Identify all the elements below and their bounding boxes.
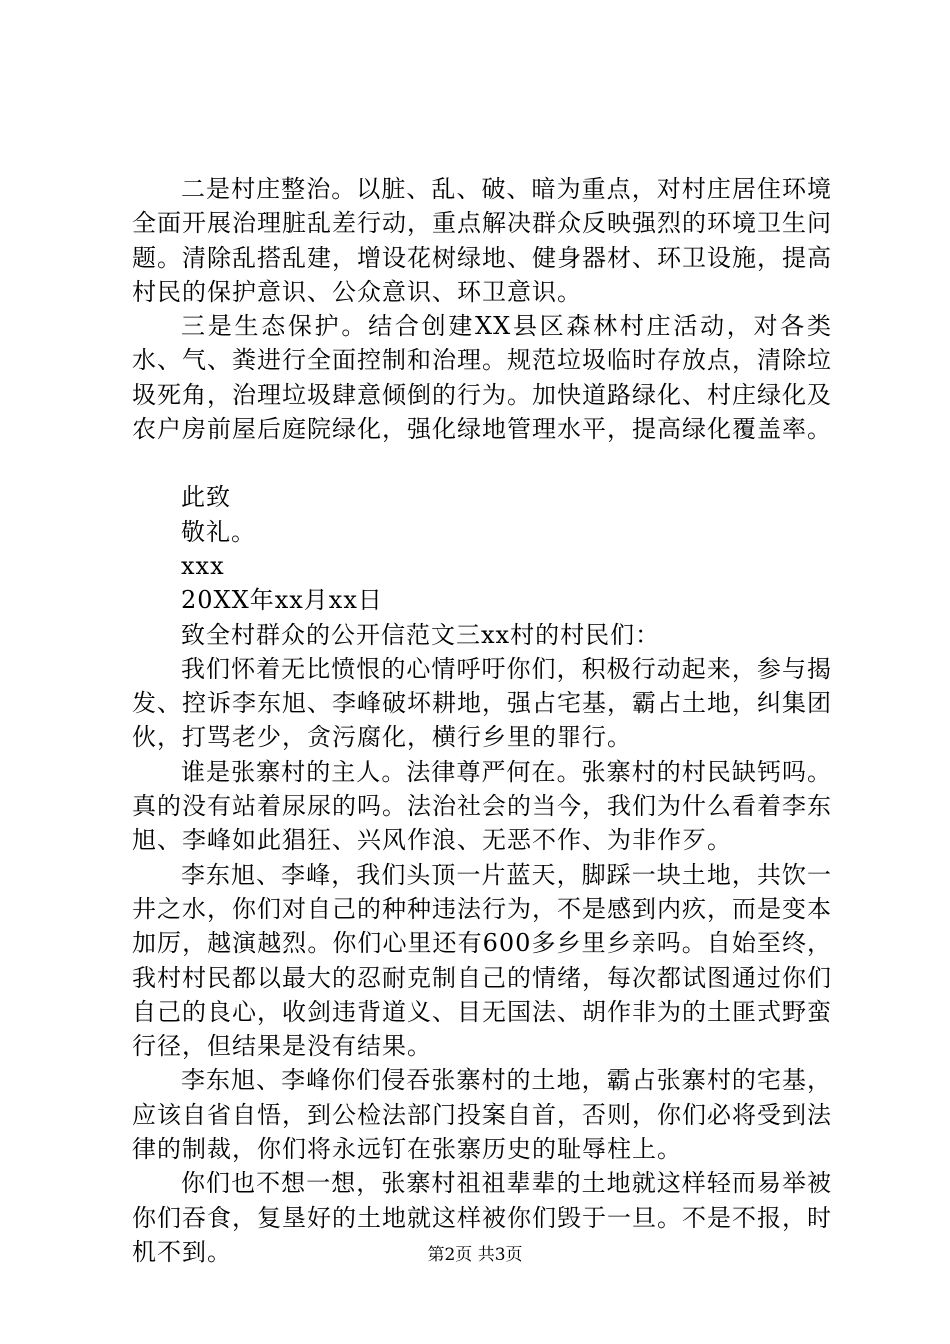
signature: xxx bbox=[181, 551, 225, 580]
letter-heading-three: 致全村群众的公开信范文三xx村的村民们： bbox=[181, 620, 661, 649]
paragraph-address-offenders: 李东旭、李峰，我们头顶一片蓝天，脚踩一块土地，共饮一井之水，你们对自己的种种违法行为，不是感到内疚，而是变本加厉，越演越烈。你们心里还有600多乡里乡亲吗。自始至终，我村村民都以最大的忍耐克制自己的情绪，每次都试图通过你们自己的良心，收剑违背道义、目无国法、胡作非为的土匪式野蛮行径，但结果是没有结果。 bbox=[132, 860, 832, 1061]
paragraph-village-rectification: 二是村庄整治。以脏、乱、破、暗为重点，对村庄居住环境全面开展治理脏乱差行动，重点解决群众反映强烈的环境卫生问题。清除乱搭乱建，增设花树绿地、健身器材、环卫设施，提高村民的保护意识、公众意识、环卫意识。 bbox=[132, 175, 832, 306]
closing-salute: 敬礼。 bbox=[181, 517, 256, 546]
paragraph-turn-yourselves-in: 李东旭、李峰你们侵吞张寨村的土地，霸占张寨村的宅基，应该自省自悟，到公检法部门投案自首，否则，你们必将受到法律的制裁，你们将永远钉在张寨历史的耻辱柱上。 bbox=[132, 1066, 832, 1164]
page-footer: 第2页 共3页 bbox=[427, 1245, 523, 1265]
blank-line bbox=[132, 446, 832, 480]
closing-greeting: 此致 bbox=[181, 483, 231, 512]
paragraph-ecological-protection: 三是生态保护。结合创建XX县区森林村庄活动，对各类水、气、粪进行全面控制和治理。规范垃圾临时存放点，清除垃圾死角，治理垃圾肆意倾倒的行为。加快道路绿化、村庄绿化及农户房前屋后庭院绿化，强化绿地管理水平，提高绿化覆盖率。 bbox=[132, 312, 832, 444]
paragraph-who-is-master: 谁是张寨村的主人。法律尊严何在。张寨村的村民缺钙吗。真的没有站着尿尿的吗。法治社会的当今，我们为什么看着李东旭、李峰如此猖狂、兴风作浪、无恶不作、为非作歹。 bbox=[132, 757, 832, 855]
paragraph-appeal: 我们怀着无比愤恨的心情呼吁你们，积极行动起来，参与揭发、控诉李东旭、李峰破坏耕地，强占宅基，霸占土地，纠集团伙，打骂老少，贪污腐化，横行乡里的罪行。 bbox=[132, 654, 832, 752]
document-body bbox=[132, 172, 832, 1269]
paragraph-final-warning: 你们也不想一想，张寨村祖祖辈辈的土地就这样轻而易举被你们吞食，复垦好的土地就这样被你们毁于一旦。不是不报，时机不到。 bbox=[132, 1169, 832, 1266]
date-line: 20XX年xx月xx日 bbox=[181, 586, 383, 615]
